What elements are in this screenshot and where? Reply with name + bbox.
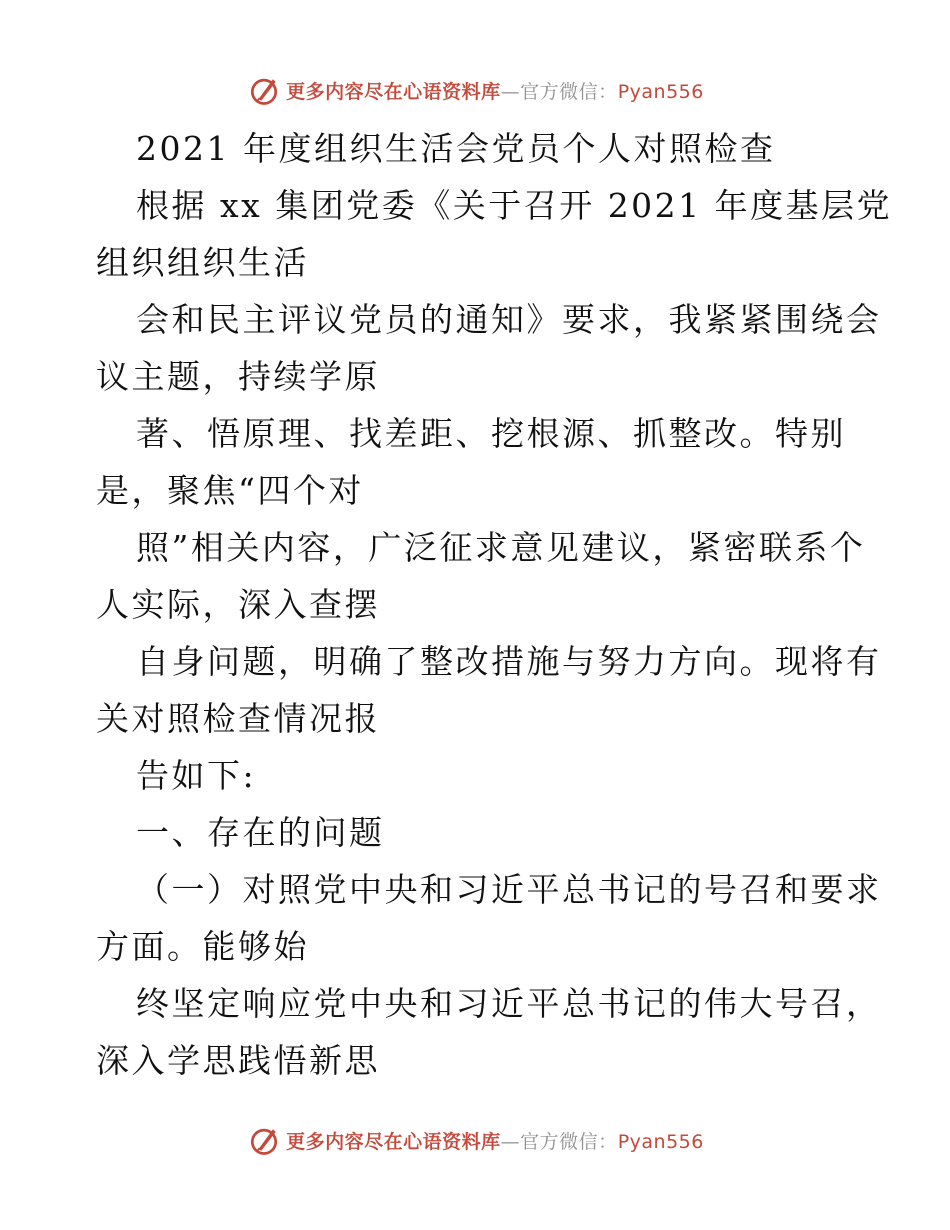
document-line: 2021 年度组织生活会党员个人对照检查 bbox=[136, 129, 776, 168]
watermark-id: Pyan556 bbox=[617, 80, 704, 103]
document-line: 一、存在的问题 bbox=[136, 813, 385, 852]
watermark-main: 更多内容尽在心语资料库 bbox=[286, 1130, 501, 1153]
footer-watermark-banner bbox=[0, 1120, 950, 1160]
document-line: 人实际，深入查摆 bbox=[96, 585, 380, 624]
watermark-dash: — bbox=[500, 80, 521, 103]
watermark-text bbox=[286, 1127, 704, 1154]
document-line: 自身问题，明确了整改措施与努力方向。现将有 bbox=[136, 642, 882, 681]
document-line: 根据 xx 集团党委《关于召开 2021 年度基层党 bbox=[136, 186, 893, 225]
document-line: 告如下: bbox=[136, 756, 257, 795]
quill-logo-icon bbox=[246, 1122, 282, 1158]
watermark-text bbox=[286, 77, 704, 104]
document-line: 著、悟原理、找差距、挖根源、抓整改。特别 bbox=[136, 414, 846, 453]
watermark-id: Pyan556 bbox=[617, 1130, 704, 1153]
document-line: 组织组织生活 bbox=[96, 243, 309, 282]
header-watermark-banner bbox=[0, 70, 950, 110]
document-line: 照”相关内容，广泛征求意见建议，紧密联系个 bbox=[136, 528, 866, 567]
document-line: 议主题，持续学原 bbox=[96, 357, 380, 396]
watermark-sub: 官方微信： bbox=[520, 80, 618, 103]
watermark-dash: — bbox=[500, 1130, 521, 1153]
document-line: 终坚定响应党中央和习近平总书记的伟大号召， bbox=[136, 984, 882, 1023]
document-line: 方面。能够始 bbox=[96, 927, 309, 966]
watermark-main: 更多内容尽在心语资料库 bbox=[286, 80, 501, 103]
document-line: 深入学思践悟新思 bbox=[96, 1041, 380, 1080]
quill-logo-icon bbox=[246, 72, 282, 108]
document-line: 关对照检查情况报 bbox=[96, 699, 380, 738]
document-line: （一）对照党中央和习近平总书记的号召和要求 bbox=[136, 870, 882, 909]
watermark-sub: 官方微信： bbox=[520, 1130, 618, 1153]
document-line: 是，聚焦“四个对 bbox=[96, 471, 364, 510]
document-body bbox=[96, 120, 893, 1089]
document-line: 会和民主评议党员的通知》要求，我紧紧围绕会 bbox=[136, 300, 882, 339]
